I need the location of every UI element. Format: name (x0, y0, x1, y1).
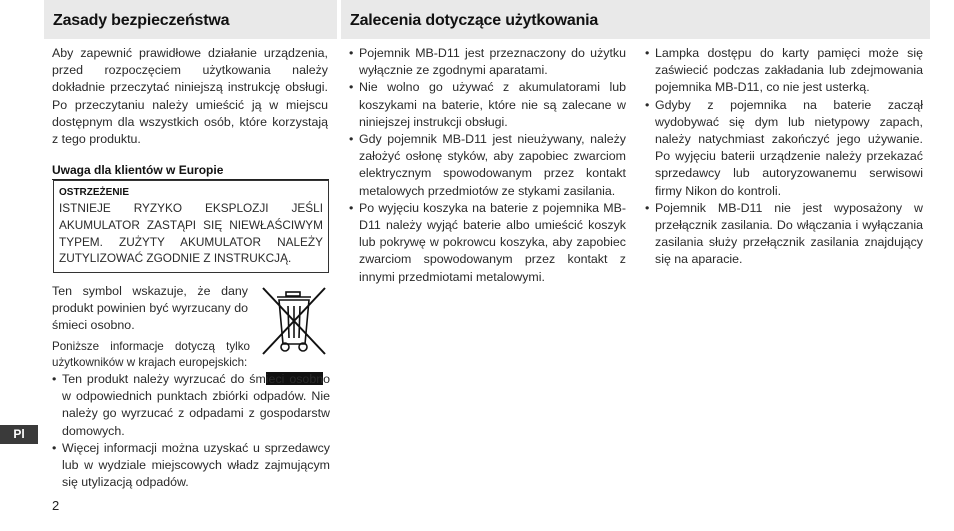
list-item: • Nie wolno go używać z akumulatorami lub koszykami na baterie, które nie są zalecane w niniejszej instrukcji obsługi. (349, 79, 626, 131)
warning-title: OSTRZEŻENIE (59, 187, 130, 198)
warning-box (53, 180, 329, 273)
page-number: 2 (52, 498, 60, 513)
list-item: • Więcej informacji można uzyskać u sprzedawcy lub w wydziale miejscowych władz zajmującym się utylizacją odpadów. (52, 440, 330, 492)
list-item: • Pojemnik MB-D11 nie jest wyposażony w przełącznik zasilania. Do włączania i wyłączania zasilania służy przełącznik zasilania znajdujący się na aparacie. (645, 200, 923, 269)
usage-column-1 (349, 45, 626, 286)
list-item: • Gdy pojemnik MB-D11 jest nieużywany, należy założyć osłonę styków, aby zapobiec zwarciom elektrycznym spowodowanym przez kontakt metalowych przedmiotów ze stykami zasilania. (349, 131, 626, 200)
eu-info-note: Poniższe informacje dotyczą tylko użytkowników w krajach europejskich: (52, 340, 250, 369)
eu-disposal-list (52, 371, 330, 491)
safety-heading: Zasady bezpieczeństwa (53, 12, 230, 29)
list-item: • Gdyby z pojemnika na baterie zaczął wydobywać się dym lub nietypowy zapach, należy natychmiast zakończyć jego używanie. Po wyjęciu baterii urządzenie należy przekazać sprzedawcy lub autoryzowanemu serwisowi firmy Nikon do kontroli. (645, 97, 923, 200)
crossed-out-wheelie-bin-icon (259, 284, 329, 358)
list-item: • Pojemnik MB-D11 jest przeznaczony do użytku wyłącznie ze zgodnymi aparatami. (349, 45, 626, 79)
usage-column-2 (645, 45, 923, 269)
symbol-description: Ten symbol wskazuje, że dany produkt powinien być wyrzucany do śmieci osobno. (52, 284, 248, 333)
safety-header (44, 0, 337, 39)
warning-text: ISTNIEJE RYZYKO EKSPLOZJI JEŚLI AKUMULATOR ZASTĄPI SIĘ NIEWŁAŚCIWYM TYPEM. ZUŻYTY AKUMULATOR NALEŻY ZUTYLIZOWAĆ ZGODNIE Z INSTRUKCJĄ. (59, 201, 323, 266)
language-tab: Pl (0, 425, 38, 444)
list-item: • Lampka dostępu do karty pamięci może się zaświecić podczas zakładania lub zdejmowania pojemnika MB-D11, co nie jest usterką. (645, 45, 923, 97)
list-item: • Po wyjęciu koszyka na baterie z pojemnika MB-D11 należy wyjąć baterie albo umieścić koszyk lub pokrywę w pokrowcu koszyka, aby zapobiec zwarciom spowodowanym przez kontakt z innymi przedmiotami metalowymi. (349, 200, 626, 286)
usage-heading: Zalecenia dotyczące użytkowania (350, 12, 599, 29)
safety-intro: Aby zapewnić prawidłowe działanie urządzenia, przed rozpoczęciem użytkowania należy dokładnie przeczytać niniejszą instrukcję obsługi. Po przeczytaniu należy umieścić ją w miejscu dostępnym dla wszystkich osób, które korzystają z tego produktu. (52, 46, 328, 147)
eu-customers-heading: Uwaga dla klientów w Europie (52, 163, 329, 180)
usage-header (341, 0, 930, 39)
list-item: • Ten produkt należy wyrzucać do śmieci osobno w odpowiednich punktach zbiórki odpadów. Nie należy go wyrzucać z odpadami z gospodarstw domowych. (52, 371, 330, 440)
